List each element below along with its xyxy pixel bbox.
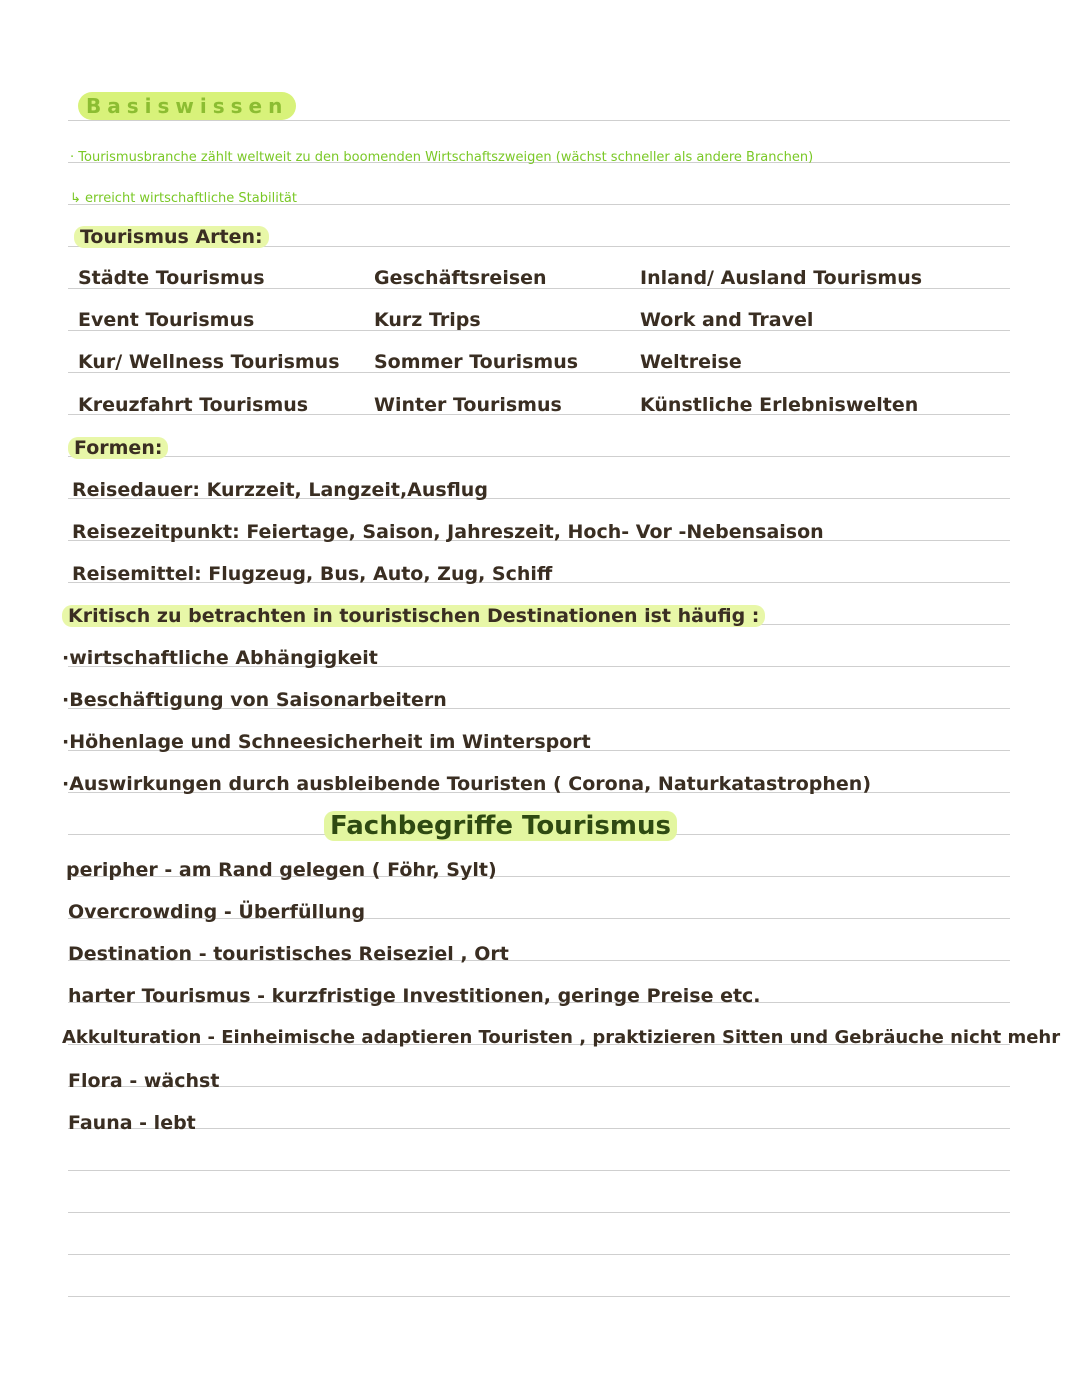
arten-col2-item: Kurz Trips <box>374 309 481 331</box>
arten-col3-item: Work and Travel <box>640 309 814 331</box>
arten-col1-item: Event Tourismus <box>78 309 255 331</box>
kritisch-heading <box>62 604 765 628</box>
intro-line-1: · Tourismusbranche zählt weltweit zu den boomenden Wirtschaftszweigen (wächst schneller als andere Branchen) <box>70 150 814 165</box>
kritisch-item: ·Beschäftigung von Saisonarbeitern <box>62 689 447 711</box>
ruled-line <box>68 456 1010 457</box>
arten-heading <box>74 225 269 249</box>
ruled-line <box>68 1254 1010 1255</box>
arten-col2-item: Winter Tourismus <box>374 394 562 416</box>
kritisch-item: ·Höhenlage und Schneesicherheit im Wintersport <box>62 731 591 753</box>
arten-col1-item: Kur/ Wellness Tourismus <box>78 351 340 373</box>
formen-heading <box>68 436 168 460</box>
fachbegriffe-heading-text: Fachbegriffe Tourismus <box>324 811 677 841</box>
ruled-line <box>68 1212 1010 1213</box>
arten-col3-item: Weltreise <box>640 351 742 373</box>
kritisch-item: ·wirtschaftliche Abhängigkeit <box>62 647 378 669</box>
fachbegriff-item: harter Tourismus - kurzfristige Investitionen, geringe Preise etc. <box>68 985 761 1007</box>
arten-col2-item: Sommer Tourismus <box>374 351 579 373</box>
formen-heading-text: Formen: <box>68 437 168 459</box>
fachbegriff-item: Fauna - lebt <box>68 1112 196 1134</box>
arten-heading-text: Tourismus Arten: <box>74 226 269 248</box>
arten-col3-item: Inland/ Ausland Tourismus <box>640 267 923 289</box>
formen-item: Reisezeitpunkt: Feiertage, Saison, Jahreszeit, Hoch- Vor -Nebensaison <box>72 521 824 543</box>
page-title: Basiswissen <box>78 92 296 120</box>
fachbegriff-item: Akkulturation - Einheimische adaptieren Touristen , praktizieren Sitten und Gebräuche nicht mehr <box>62 1027 1061 1048</box>
arten-col1-item: Kreuzfahrt Tourismus <box>78 394 309 416</box>
ruled-line <box>68 1170 1010 1171</box>
intro-line-2: ↳ erreicht wirtschaftliche Stabilität <box>70 191 297 206</box>
fachbegriff-item: peripher - am Rand gelegen ( Föhr, Sylt) <box>66 859 497 881</box>
kritisch-heading-text: Kritisch zu betrachten in touristischen Destinationen ist häufig : <box>62 605 765 627</box>
ruled-line <box>68 1128 1010 1129</box>
kritisch-item: ·Auswirkungen durch ausbleibende Touristen ( Corona, Naturkatastrophen) <box>62 773 872 795</box>
fachbegriffe-heading <box>324 810 677 842</box>
formen-item: Reisemittel: Flugzeug, Bus, Auto, Zug, Schiff <box>72 563 553 585</box>
ruled-line <box>68 120 1010 121</box>
arten-col1-item: Städte Tourismus <box>78 267 265 289</box>
fachbegriff-item: Flora - wächst <box>68 1070 220 1092</box>
ruled-line <box>68 1296 1010 1297</box>
fachbegriff-item: Destination - touristisches Reiseziel , Ort <box>68 943 509 965</box>
arten-col3-item: Künstliche Erlebniswelten <box>640 394 919 416</box>
fachbegriff-item: Overcrowding - Überfüllung <box>68 901 366 923</box>
arten-col2-item: Geschäftsreisen <box>374 267 547 289</box>
formen-item: Reisedauer: Kurzzeit, Langzeit,Ausflug <box>72 479 488 501</box>
